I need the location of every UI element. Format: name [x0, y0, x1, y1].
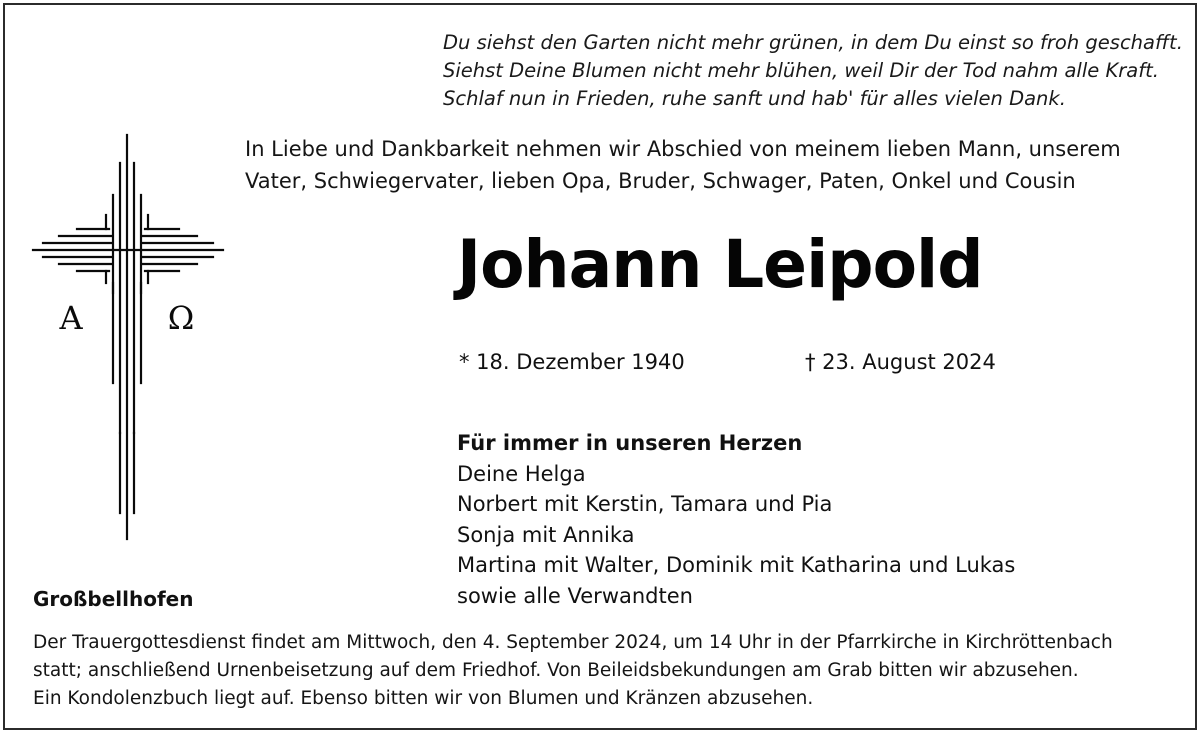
- service-line: Der Trauergottesdienst findet am Mittwoch, den 4. September 2024, um 14 Uhr in der Pfarrkirche in Kirchröttenbach: [33, 632, 1113, 653]
- poem-verse: [443, 29, 1183, 113]
- poem-line: Schlaf nun in Frieden, ruhe sanft und hab' für alles vielen Dank.: [443, 87, 1066, 110]
- alpha-letter: A: [59, 299, 83, 337]
- intro-text: [245, 133, 1121, 197]
- death-date: † 23. August 2024: [805, 350, 996, 374]
- obituary-notice: [3, 3, 1197, 730]
- poem-line: Du siehst den Garten nicht mehr grünen, in dem Du einst so froh geschafft.: [443, 31, 1183, 54]
- mourner-line: Martina mit Walter, Dominik mit Katharina und Lukas: [457, 553, 1016, 577]
- mourner-line: Norbert mit Kerstin, Tamara und Pia: [457, 492, 833, 516]
- intro-line: In Liebe und Dankbarkeit nehmen wir Abschied von meinem lieben Mann, unserem: [245, 137, 1121, 161]
- poem-line: Siehst Deine Blumen nicht mehr blühen, weil Dir der Tod nahm alle Kraft.: [443, 59, 1159, 82]
- mourner-line: sowie alle Verwandten: [457, 583, 693, 608]
- cross-icon: [31, 133, 231, 547]
- place-name: Großbellhofen: [33, 587, 194, 611]
- mourners-list: [457, 428, 1015, 611]
- mourner-line: Sonja mit Annika: [457, 522, 635, 547]
- mourners-heading: Für immer in unseren Herzen: [457, 431, 803, 455]
- mourner-line: Deine Helga: [457, 461, 586, 486]
- cross-with-alpha-omega-icon: [31, 133, 231, 543]
- service-line: Ein Kondolenzbuch liegt auf. Ebenso bitten wir von Blumen und Kränzen abzusehen.: [33, 688, 814, 709]
- birth-date: * 18. Dezember 1940: [459, 350, 685, 374]
- intro-line: Vater, Schwiegervater, lieben Opa, Bruder, Schwager, Paten, Onkel und Cousin: [245, 169, 1076, 193]
- service-info: [33, 629, 1113, 713]
- omega-letter: Ω: [167, 299, 195, 337]
- deceased-name: Johann Leipold: [457, 226, 983, 303]
- service-line: statt; anschließend Urnenbeisetzung auf dem Friedhof. Von Beileidsbekundungen am Grab bitten wir abzusehen.: [33, 660, 1079, 681]
